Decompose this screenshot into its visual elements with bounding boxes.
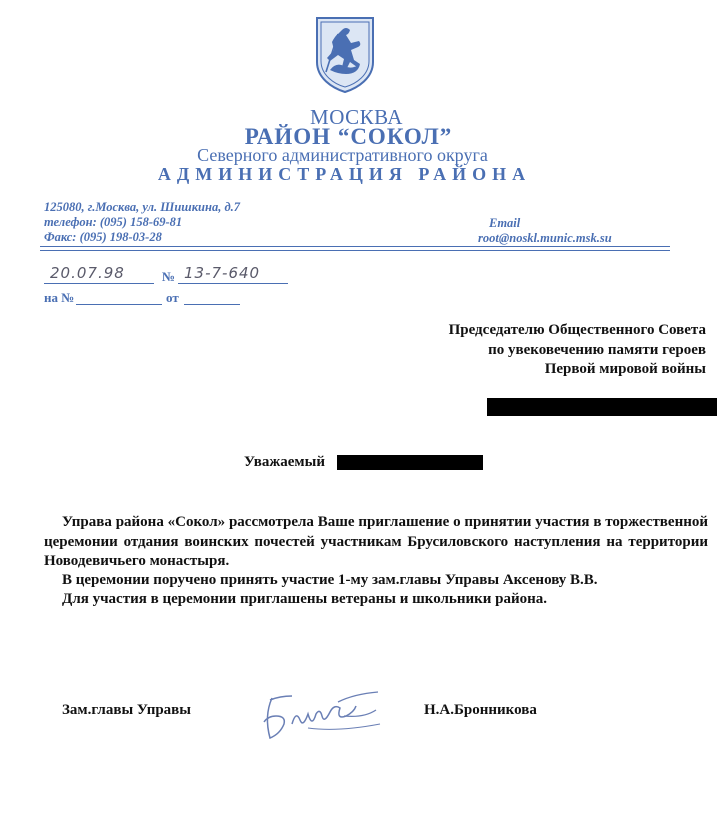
- letterhead-district: РАЙОН “СОКОЛ”: [244, 124, 453, 149]
- redacted-name-bar: [487, 398, 717, 416]
- addressee-line: по увековечению памяти героев: [488, 342, 706, 358]
- addressee-line: Первой мировой войны: [544, 361, 706, 377]
- reference-number-underline: [178, 283, 288, 284]
- letterhead-email: root@noskl.munic.msk.su: [478, 231, 612, 245]
- reference-number: 13-7-640: [184, 264, 261, 282]
- reference-number-label: №: [162, 269, 176, 284]
- moscow-emblem-icon: [312, 14, 378, 94]
- signatory-title: Зам.главы Управы: [62, 702, 191, 718]
- letterhead-fax: Факс: (095) 198-03-28: [44, 230, 162, 244]
- addressee-line: Председателю Общественного Совета: [448, 322, 706, 338]
- letterhead-city: МОСКВА: [310, 105, 403, 129]
- letterhead-administration: АДМИНИСТРАЦИЯ РАЙОНА: [157, 164, 532, 184]
- reply-reference-underline: [76, 304, 162, 305]
- reply-reference-label: на №: [44, 290, 75, 305]
- signatory-name: Н.А.Бронникова: [424, 702, 537, 718]
- redacted-recipient-bar: [337, 455, 483, 470]
- handwritten-signature: [248, 682, 408, 752]
- reference-date: 20.07.98: [50, 264, 125, 282]
- reply-from-label: от: [166, 290, 179, 305]
- body-paragraph: Управа района «Сокол» рассмотрела Ваше приглашение о принятии участия в торжественной церемонии отдания воинских почестей участникам Брусиловского наступления на территории Новодевичьего монастыря.: [44, 514, 708, 569]
- letterhead-okrug: Северного административного округа: [197, 145, 488, 165]
- greeting: Уважаемый: [244, 454, 325, 470]
- body-paragraph: В церемонии поручено принять участие 1-му зам.главы Управы Аксенову В.В.: [62, 572, 598, 588]
- letterhead-divider-thin: [40, 250, 670, 251]
- body-paragraph: Для участия в церемонии приглашены ветераны и школьники района.: [62, 591, 548, 607]
- reference-date-underline: [44, 283, 154, 284]
- reply-from-underline: [184, 304, 240, 305]
- letterhead-divider: [40, 246, 670, 247]
- letterhead-email-label: Email: [489, 216, 521, 230]
- letterhead-phone: телефон: (095) 158-69-81: [44, 215, 183, 229]
- letterhead-address: 125080, г.Москва, ул. Шишкина, д.7: [44, 200, 241, 214]
